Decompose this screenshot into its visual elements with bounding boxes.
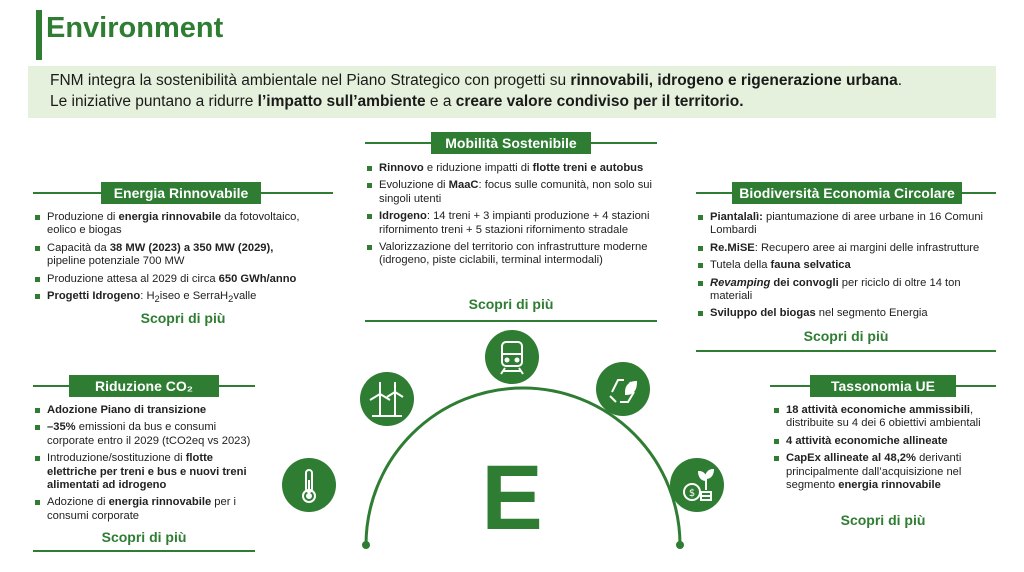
bullet-item: Idrogeno: 14 treni + 3 impianti produzione + 4 stazioni rifornimento treni + 5 stazioni rifornimento stradale	[367, 210, 652, 237]
bullet-item: Introduzione/sostituzione di flotte elettriche per treni e bus e nuovi treni alimentati ad idrogeno	[35, 452, 253, 492]
bullet-item: Adozione Piano di transizione	[35, 404, 253, 417]
scopri-di-piu-link[interactable]: Scopri di più	[140, 310, 226, 326]
bullet-item: Revamping dei convogli per riciclo di oltre 14 ton materiali	[698, 277, 993, 304]
bullet-item: Piantalalì: piantumazione di aree urbane in 16 Comuni Lombardi	[698, 211, 993, 238]
scopri-di-piu-link[interactable]: Scopri di più	[840, 512, 926, 528]
bullet-list	[698, 211, 993, 325]
section-title: Mobilità Sostenibile	[431, 132, 591, 154]
money-plant-icon	[670, 458, 724, 512]
bullet-item: Re.MiSE: Recupero aree ai margini delle infrastrutture	[698, 242, 993, 255]
section-biodiversita-economia-circolare	[696, 182, 996, 354]
bullet-item: –35% emissioni da bus e consumi corporate entro il 2029 (tCO2eq vs 2023)	[35, 421, 253, 448]
bullet-item: Sviluppo del biogas nel segmento Energia	[698, 307, 993, 320]
scopri-di-piu-link[interactable]: Scopri di più	[468, 296, 554, 312]
section-title: Tassonomia UE	[810, 375, 956, 397]
section-riduzione-co2	[33, 375, 255, 555]
title-accent-bar	[36, 10, 42, 60]
section-title: Biodiversità Economia Circolare	[732, 182, 962, 204]
bullet-item: Produzione attesa al 2029 di circa 650 GWh/anno	[35, 273, 315, 286]
scopri-di-piu-link[interactable]: Scopri di più	[101, 529, 187, 545]
wind-turbine-icon	[360, 372, 414, 426]
scopri-di-piu-link[interactable]: Scopri di più	[803, 328, 889, 344]
bullet-list	[35, 211, 315, 311]
section-energia-rinnovabile	[33, 182, 333, 342]
section-title: Riduzione CO₂	[69, 375, 219, 397]
train-icon	[485, 330, 539, 384]
bullet-item: 4 attività economiche allineate	[774, 435, 992, 448]
page-title: Environment	[46, 12, 224, 44]
intro-banner	[28, 66, 996, 118]
recycle-leaf-icon	[596, 362, 650, 416]
bullet-item: Produzione di energia rinnovabile da fotovoltaico, eolico e biogas	[35, 211, 315, 238]
section-tassonomia-ue	[770, 375, 996, 543]
thermometer-icon	[282, 458, 336, 512]
bullet-item: Capacità da 38 MW (2023) a 350 MW (2029), pipeline potenziale 700 MW	[35, 242, 315, 269]
bullet-list	[35, 404, 253, 527]
section-mobilita-sostenibile	[365, 132, 657, 322]
bullet-list	[367, 162, 652, 272]
bullet-item: CapEx allineate al 48,2% derivanti principalmente dall’acquisizione nel segmento energia rinnovabile	[774, 452, 992, 492]
section-title: Energia Rinnovabile	[101, 182, 261, 204]
intro-line-1: FNM integra la sostenibilità ambientale nel Piano Strategico con progetti su rinnovabili, idrogeno e rigenerazione urbana.	[50, 72, 902, 89]
bullet-item: Rinnovo e riduzione impatti di flotte treni e autobus	[367, 162, 652, 175]
intro-line-2: Le iniziative puntano a ridurre l’impatto sull’ambiente e a creare valore condiviso per il territorio.	[50, 93, 744, 110]
bullet-item: Evoluzione di MaaC: focus sulle comunità, non solo sui singoli utenti	[367, 179, 652, 206]
bullet-item: Progetti Idrogeno: $H_2iseo$ e SerraH$_2$valle	[35, 290, 315, 307]
bullet-item: Valorizzazione del territorio con infrastrutture moderne (idrogeno, piste ciclabili, terminal intermodali)	[367, 241, 652, 268]
bullet-list	[774, 404, 992, 496]
bullet-item: Tutela della fauna selvatica	[698, 259, 993, 272]
bullet-item: 18 attività economiche ammissibili, distribuite su 4 dei 6 obiettivi ambientali	[774, 404, 992, 431]
bullet-item: Adozione di energia rinnovabile per i consumi corporate	[35, 496, 253, 523]
svg-text:$: $	[688, 488, 696, 499]
center-letter-e: E	[481, 447, 543, 549]
